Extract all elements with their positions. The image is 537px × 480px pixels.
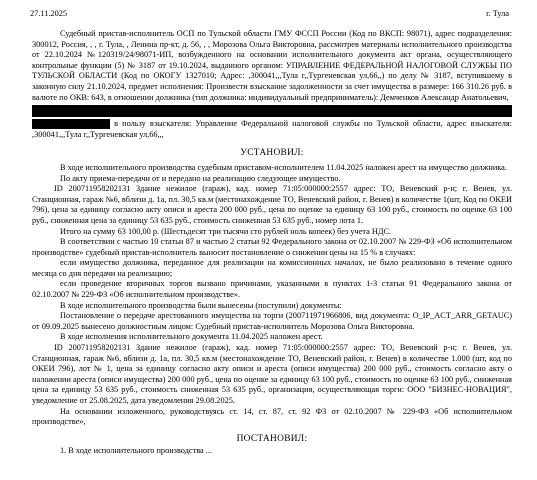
- paragraph: На основании изложенного, руководствуясь ст. 14, ст. 87, ст. 92 ФЗ от 02.10.2007 № 229-ФЗ «Об исполнительном производстве»,: [32, 406, 512, 427]
- section-heading-established: УСТАНОВИЛ:: [240, 148, 304, 159]
- paragraph: Итого на сумму 63 100,00 р. (Шестьдесят три тысячи сто рублей ноль копеек) без учета НДС.: [60, 226, 392, 236]
- claimant-text: в пользу взыскателя: Управление Федеральной налоговой службы по Тульской области, адрес взыскателя: ,300041,,,Тула г,,Тургеневская ул,66,,,: [32, 119, 512, 139]
- document-date: 27.11.2025: [30, 9, 68, 18]
- paragraph: если проведение вторичных торгов вызвано причинами, указанными в пунктах 1-3 статьи 91 Федерального закона от 02.10.2007 № 229-ФЗ «Об исполнительном производстве».: [32, 279, 512, 300]
- paragraph: В ходе исполнения исполнительного документа 11.04.2025 наложен арест.: [60, 332, 323, 342]
- paragraph: В ходе исполнительного производства были вынесены (поступили) документы:: [60, 300, 342, 310]
- intro-paragraph-cont: [32, 119, 512, 140]
- section-heading-resolved: ПОСТАНОВИЛ:: [236, 433, 308, 444]
- paragraph: В соответствии с частью 10 статьи 87 и частью 2 статьи 92 Федерального закона от 02.10.2007 № 229-ФЗ «Об исполнительном производстве» судебный пристав-исполнитель выносит постановление о снижении цены на 15 % в случаях:: [32, 237, 512, 257]
- redacted-block: [32, 105, 512, 117]
- paragraph: В ходе исполнительного производства судебным приставом-исполнителем 11.04.2025 наложен арест на имущество должника.: [60, 162, 507, 172]
- paragraph: 1. В ходе исполнительного производства ...: [60, 446, 213, 456]
- document-body: [32, 29, 512, 457]
- paragraph: По акту приема-передачи от и передано на реализацию следующее имущество.: [60, 173, 341, 183]
- document-city: г. Тула: [486, 9, 509, 18]
- property-paragraph: ID 200711958202131 Здание нежилое (гараж), кад. номер 71:05:000000:2557 адрес: ТО, Веневский р-н; г. Венев, ул. Станционная, гараж №6, вблизи д. 1а, пл. 30,5 кв.м (местонахождение ТО, Веневский район, г. Венев) в количестве 1.000 (шт, код по ОКЕИ 796), лот № 1, цена за единицу согласно акту описи и ареста (описи имущества) 200 000 руб., стоимость согласно акту о наложении ареста (описи имущества) 200 000 руб., цена по оценке за единицу 63 100 руб., стоимость по оценке 63 100 руб., сниженная цена за единицу 53 635 руб., стоимость сниженная 53 635 руб., организация, осуществляющая торги: ООО "БИЗНЕС-НОВАЦИЯ", уведомление от 25.08.2025, дата уведомления 29.08.2025.: [32, 343, 512, 405]
- paragraph: если имущество должника, переданное для реализации на комиссионных началах, не было реализовано в течение одного месяца со дня передачи на реализацию;: [32, 258, 512, 278]
- paragraph: Постановление о передаче арестованного имущества на торги (200711971966806, вид документа: O_IP_ACT_ARR_GETAUC) от 09.09.2025 вынесено должностным лицом: Судебный пристав-исполнитель Морозова Ольга Викторовна.: [32, 311, 512, 331]
- intro-paragraph: Судебный пристав-исполнитель ОСП по Тульской области ГМУ ФССП России (Код по ВКСП: 98071), адрес подразделения: 300012, Россия, , , г. Тула, , Ленина пр-кт, д. 56, , , Морозова Ольга Викторовна, рассмотрев материалы исполнительного производства от 22.10.2024 №120319/24/98071-ИП, возбужденного на основании исполнительного документа акт органа, осуществляющего контрольные функции (5) № 3187 от 19.10.2024, выданного органом: УПРАВЛЕНИЕ ФЕДЕРАЛЬНОЙ НАЛОГОВОЙ СЛУЖБЫ ПО ТУЛЬСКОЙ ОБЛАСТИ (Код по ОКОГУ 1327010; Адрес: ,300041,,,Тула г,,Тургеневская ул,66,,) по делу № 3187, вступившему в законную силу 21.10.2024, предмет исполнения: Произвести взыскание задолженности за счет имущества в размере: 166 310.26 руб. в валюте по ОКВ: 643, в отношении должника (тип должника: индивидуальный предприниматель): Демченков Александр Анатольевич,: [32, 29, 512, 102]
- document-header: [0, 9, 537, 21]
- redacted-block: [32, 119, 110, 129]
- property-paragraph: ID 200711958202131 Здание нежилое (гараж), кад. номер 71:05:000000:2557 адрес: ТО, Веневский р-н; г. Венев, ул. Станционная, гараж №6, вблизи д. 1а, пл. 30,5 кв.м (местонахождение ТО, Веневский район, г. Венев) в количестве 1(шт, Код по ОКЕИ 796), цена за единицу согласно акту описи и ареста 200 000 руб., цена по оценке за единицу 63 100 руб., стоимость по оценке 63 100 руб., сниженная цена за единицу 53 635 руб., стоимость сниженная 53 635 руб., номер лота 1.: [32, 184, 512, 225]
